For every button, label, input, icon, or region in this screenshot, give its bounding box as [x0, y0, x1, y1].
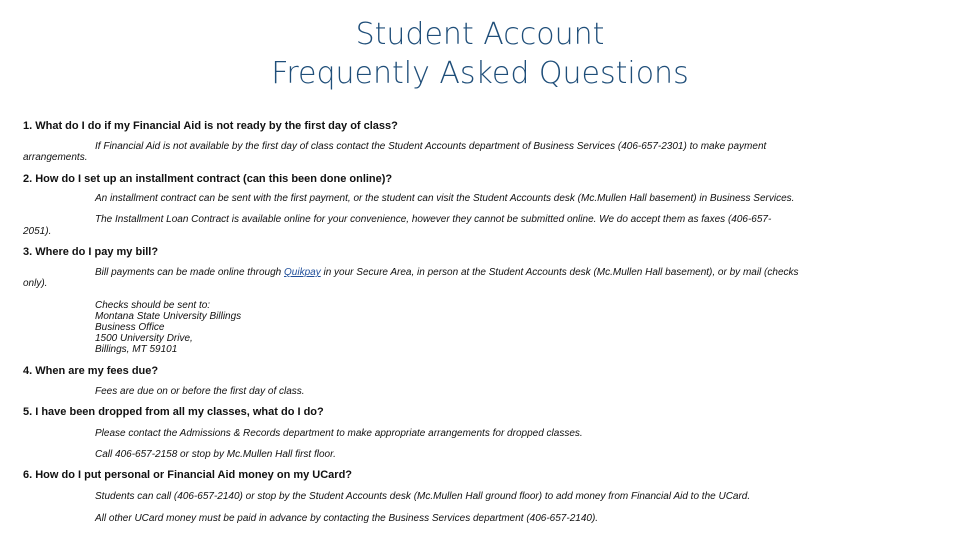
- page-title-line2: Frequently Asked Questions: [271, 56, 689, 91]
- address-line: Montana State University Billings: [95, 311, 242, 322]
- faq-answer-5b: Call 406-657-2158 or stop by Mc.Mullen Hall first floor.: [95, 449, 336, 460]
- faq-question-6: 6. How do I put personal or Financial Aid money on my UCard?: [23, 469, 353, 481]
- faq-answer-6a: Students can call (406-657-2140) or stop by the Student Accounts desk (Mc.Mullen Hall ground floor) to add money from Financial Aid to the UCard.: [95, 491, 751, 502]
- faq-answer-5a: Please contact the Admissions & Records department to make appropriate arrangements for dropped classes.: [95, 428, 583, 439]
- faq-question-1: 1. What do I do if my Financial Aid is not ready by the first day of class?: [23, 120, 398, 132]
- faq-answer-4: Fees are due on or before the first day of class.: [95, 386, 305, 397]
- faq-answer-3-line1: [95, 267, 799, 279]
- address-line: Billings, MT 59101: [95, 344, 178, 355]
- faq-answer-1-line2: arrangements.: [23, 152, 88, 163]
- faq-question-3: 3. Where do I pay my bill?: [23, 246, 159, 258]
- address-line: 1500 University Drive,: [95, 333, 193, 344]
- faq-answer-6b: All other UCard money must be paid in advance by contacting the Business Services department (406-657-2140).: [95, 513, 599, 524]
- page-title-line1: Student Account: [355, 17, 605, 52]
- faq-answer-3-suffix: in your Secure Area, in person at the Student Accounts desk (Mc.Mullen Hall basement), or by mail (checks: [320, 267, 799, 278]
- faq-answer-2b-line2: 2051).: [23, 226, 52, 237]
- address-line: Checks should be sent to:: [95, 300, 211, 311]
- faq-question-5: 5. I have been dropped from all my classes, what do I do?: [23, 406, 324, 418]
- faq-answer-1-line1: If Financial Aid is not available by the first day of class contact the Student Accounts department of Business Services (406-657-2301) to make payment: [95, 141, 767, 152]
- faq-question-2: 2. How do I set up an installment contract (can this been done online)?: [23, 173, 393, 185]
- address-line: Business Office: [95, 322, 165, 333]
- faq-answer-3-prefix: Bill payments can be made online through: [95, 267, 285, 278]
- quikpay-link[interactable]: Quikpay: [284, 267, 321, 278]
- faq-question-4: 4. When are my fees due?: [23, 365, 159, 377]
- faq-answer-2a: An installment contract can be sent with the first payment, or the student can visit the Student Accounts desk (Mc.Mullen Hall basement) in Business Services.: [95, 193, 795, 204]
- mailing-address: [95, 300, 241, 355]
- faq-answer-2b-line1: The Installment Loan Contract is available online for your convenience, however they cannot be submitted online. We do accept them as faxes (406-657-: [95, 214, 772, 225]
- faq-answer-3-line2: only).: [23, 278, 48, 289]
